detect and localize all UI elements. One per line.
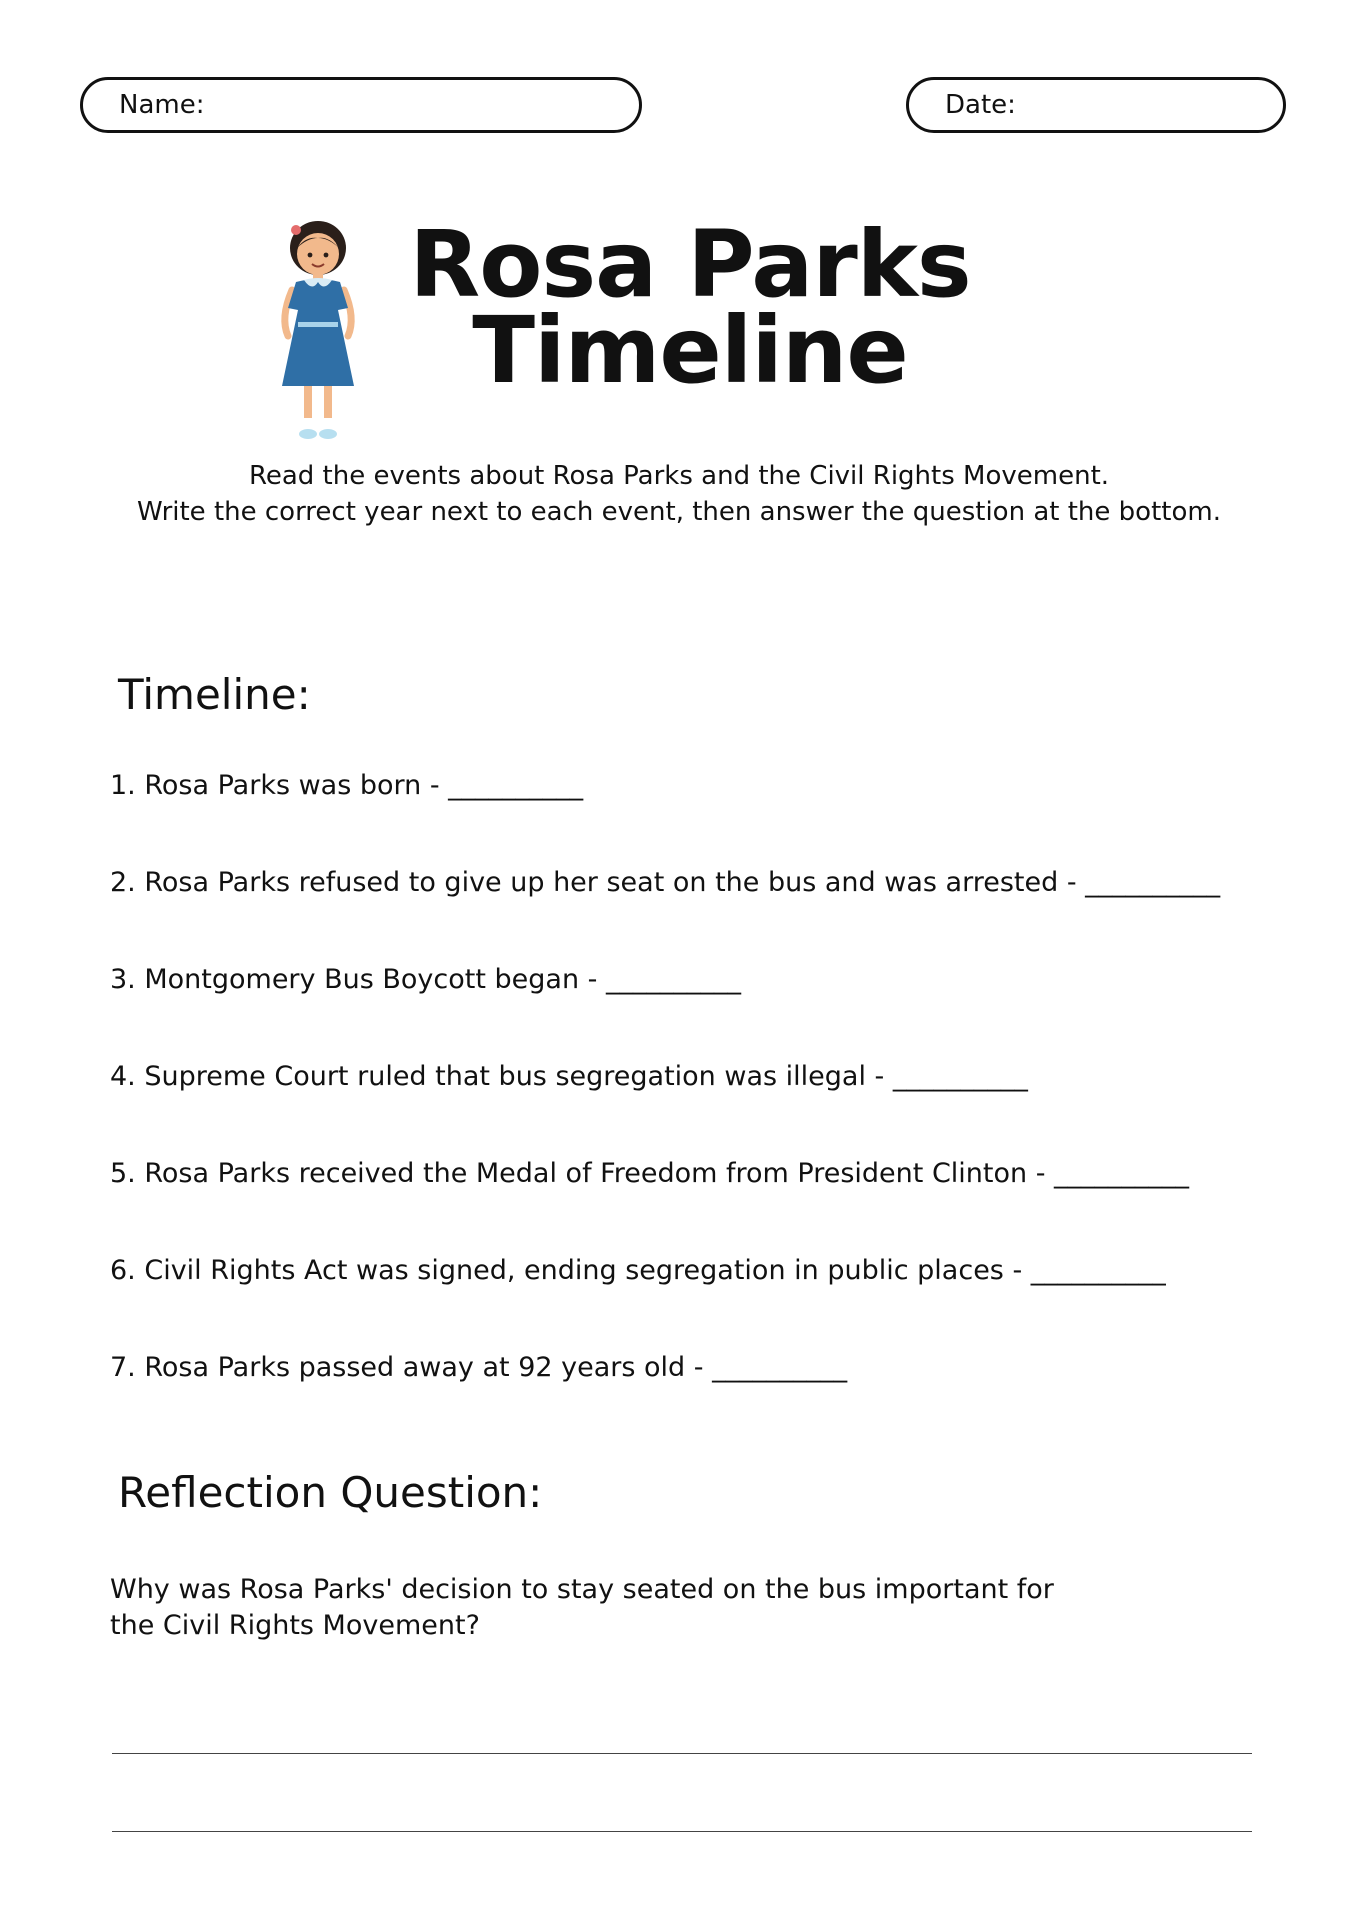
timeline-event-2[interactable]: 2. Rosa Parks refused to give up her seat on the bus and was arrested - __________ [110,867,1221,898]
timeline-event-1[interactable]: 1. Rosa Parks was born - __________ [110,770,584,801]
timeline-event-3[interactable]: 3. Montgomery Bus Boycott began - __________ [110,964,741,995]
page-title [390,211,990,404]
name-label: Name: [119,90,205,120]
answer-line-2[interactable] [112,1831,1252,1832]
question-line-2: the Civil Rights Movement? [110,1610,480,1641]
name-field[interactable] [80,77,642,133]
title-line-1: Rosa Parks [409,211,971,318]
instructions-line-2: Write the correct year next to each event, then answer the question at the bottom. [137,497,1221,527]
timeline-event-6[interactable]: 6. Civil Rights Act was signed, ending segregation in public places - __________ [110,1255,1166,1286]
timeline-event-4[interactable]: 4. Supreme Court ruled that bus segregation was illegal - __________ [110,1061,1028,1092]
reflection-heading: Reflection Question: [118,1468,543,1517]
answer-line-1[interactable] [112,1753,1252,1754]
title-line-2: Timeline [472,297,908,404]
girl-in-blue-dress-icon [268,218,368,444]
question-line-1: Why was Rosa Parks' decision to stay seated on the bus important for [110,1574,1054,1605]
date-label: Date: [945,90,1016,120]
reflection-question [110,1572,1090,1644]
timeline-event-7[interactable]: 7. Rosa Parks passed away at 92 years old - __________ [110,1352,848,1383]
date-field[interactable] [906,77,1286,133]
instructions-line-1: Read the events about Rosa Parks and the Civil Rights Movement. [248,461,1110,491]
timeline-heading: Timeline: [118,670,311,719]
instructions [60,458,1298,530]
timeline-event-5[interactable]: 5. Rosa Parks received the Medal of Freedom from President Clinton - __________ [110,1158,1190,1189]
